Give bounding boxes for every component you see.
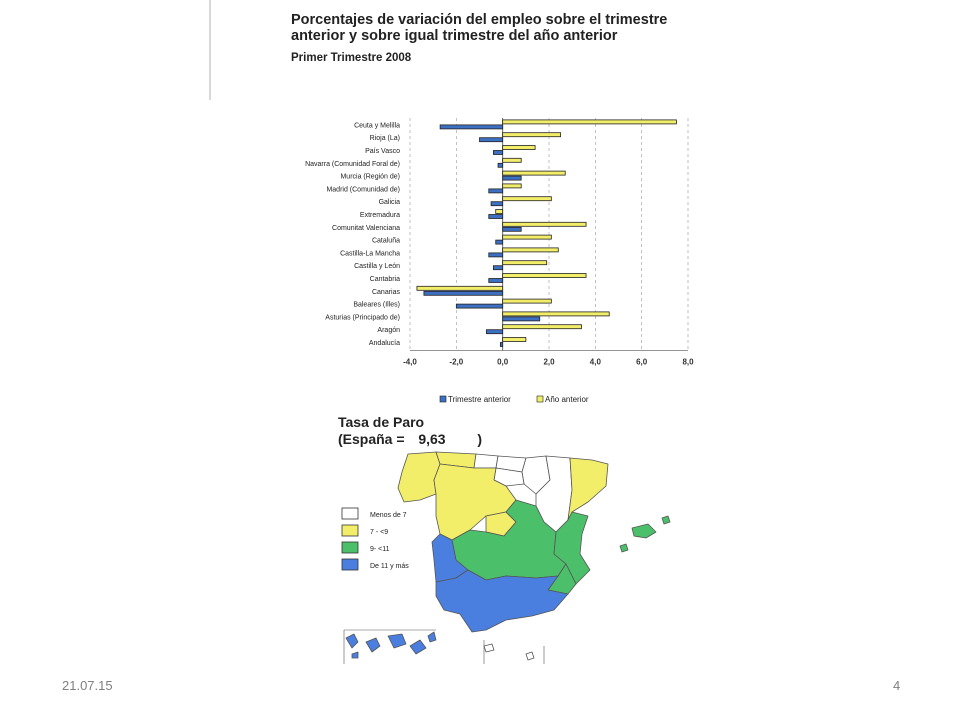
bar-trimestre-anterior — [456, 304, 502, 308]
bar-trimestre-anterior — [493, 266, 502, 270]
bar-trimestre-anterior — [486, 330, 502, 334]
category-label: Canarias — [371, 288, 400, 296]
footer-page-number: 4 — [893, 678, 901, 693]
bar-ano-anterior — [503, 158, 522, 162]
region-cantabria — [474, 454, 498, 468]
bar-trimestre-anterior — [480, 138, 503, 142]
legend-swatch-11-mas — [342, 559, 358, 570]
x-tick-label: 6,0 — [636, 357, 648, 367]
bar-trimestre-anterior — [489, 253, 503, 257]
bar-ano-anterior — [503, 120, 677, 124]
legend-label-11-mas: De 11 y más — [370, 563, 409, 570]
bar-ano-anterior — [503, 184, 522, 188]
map-subtitle-prefix: (España = — [338, 431, 405, 447]
category-label: País Vasco — [365, 148, 400, 155]
map-subtitle-value: 9,63 — [418, 431, 446, 447]
region-andalucia — [436, 570, 568, 632]
category-label: Castilla y León — [354, 263, 400, 271]
category-label: Andalucía — [368, 340, 400, 347]
x-tick-label: 2,0 — [543, 357, 555, 367]
bar-trimestre-anterior — [500, 343, 502, 347]
map-regions — [346, 452, 670, 660]
legend-label-9-11: 9- <11 — [370, 546, 390, 553]
category-label: Murcia (Región de) — [340, 173, 400, 181]
map-subtitle — [338, 431, 482, 447]
region-galicia — [398, 452, 440, 502]
legend-label-ano-anterior: Año anterior — [545, 395, 589, 404]
chart-title: Porcentajes de variación del empleo sobre el trimestre anterior y sobre igual trimestre del año anterior — [291, 12, 668, 44]
bar-ano-anterior — [503, 197, 552, 201]
bar-ano-anterior — [503, 338, 526, 342]
footer-date: 21.07.15 — [62, 678, 113, 693]
category-label: Asturias (Principado de) — [325, 314, 400, 322]
bar-ano-anterior — [503, 146, 535, 150]
legend-label-7-9: 7 - <9 — [370, 529, 389, 536]
bar-trimestre-anterior — [489, 215, 503, 219]
bar-ano-anterior — [496, 210, 503, 214]
bar-trimestre-anterior — [440, 125, 503, 129]
legend-swatch-trimestre-anterior — [440, 396, 446, 402]
bar-trimestre-anterior — [489, 189, 503, 193]
bar-trimestre-anterior — [503, 176, 522, 180]
map-legend — [342, 508, 409, 570]
legend-swatch-7-9 — [342, 525, 358, 536]
region-ceuta-melilla — [484, 644, 534, 660]
category-label: Cataluña — [371, 237, 400, 245]
bar-ano-anterior — [503, 222, 586, 226]
x-tick-label: 8,0 — [682, 357, 694, 367]
bar-trimestre-anterior — [496, 240, 503, 244]
spain-unemployment-map — [336, 450, 676, 665]
category-label: Galicia — [378, 199, 400, 207]
category-label: Castilla-La Mancha — [340, 250, 400, 258]
bar-ano-anterior — [503, 325, 582, 329]
bar-trimestre-anterior — [503, 227, 522, 231]
bar-ano-anterior — [503, 261, 547, 265]
category-label: Rioja (La) — [369, 135, 400, 143]
x-tick-label: 0,0 — [497, 357, 509, 367]
x-tick-label: -4,0 — [403, 357, 417, 367]
bar-ano-anterior — [417, 286, 503, 290]
bar-trimestre-anterior — [498, 163, 503, 167]
map-title: Tasa de Paro — [338, 414, 425, 430]
category-label: Comunitat Valenciana — [332, 224, 400, 232]
category-label: Ceuta y Melilla — [354, 122, 400, 130]
category-label: Baleares (Illes) — [353, 301, 400, 309]
map-subtitle-suffix: ) — [477, 431, 483, 447]
scan-artifact-line — [209, 0, 211, 100]
category-label: Aragón — [377, 327, 400, 335]
bar-trimestre-anterior — [491, 202, 503, 206]
category-label: Cantabria — [369, 276, 400, 283]
legend-label-menos-de-7: Menos de 7 — [370, 512, 407, 519]
legend-swatch-menos-de-7 — [342, 508, 358, 519]
chart-subtitle: Primer Trimestre 2008 — [291, 52, 412, 64]
category-label: Madrid (Comunidad de) — [326, 186, 400, 194]
bar-ano-anterior — [503, 171, 566, 175]
x-tick-label: -2,0 — [449, 357, 464, 367]
region-baleares — [620, 516, 670, 552]
legend-label-trimestre-anterior: Trimestre anterior — [448, 395, 511, 404]
bar-trimestre-anterior — [489, 279, 503, 283]
bar-ano-anterior — [503, 235, 552, 239]
bar-ano-anterior — [503, 133, 561, 137]
bar-chart — [290, 110, 710, 410]
bar-ano-anterior — [503, 274, 586, 278]
bar-trimestre-anterior — [493, 151, 502, 155]
legend-swatch-9-11 — [342, 542, 358, 553]
bar-ano-anterior — [503, 312, 610, 316]
region-cataluna — [568, 458, 608, 520]
bar-trimestre-anterior — [424, 291, 503, 295]
category-label: Navarra (Comunidad Foral de) — [305, 160, 400, 168]
category-label: Extremadura — [359, 212, 400, 219]
region-canarias — [346, 632, 436, 658]
legend-swatch-ano-anterior — [537, 396, 543, 402]
bar-trimestre-anterior — [503, 317, 540, 321]
bar-ano-anterior — [503, 299, 552, 303]
bar-ano-anterior — [503, 248, 559, 252]
x-tick-label: 4,0 — [589, 357, 601, 367]
